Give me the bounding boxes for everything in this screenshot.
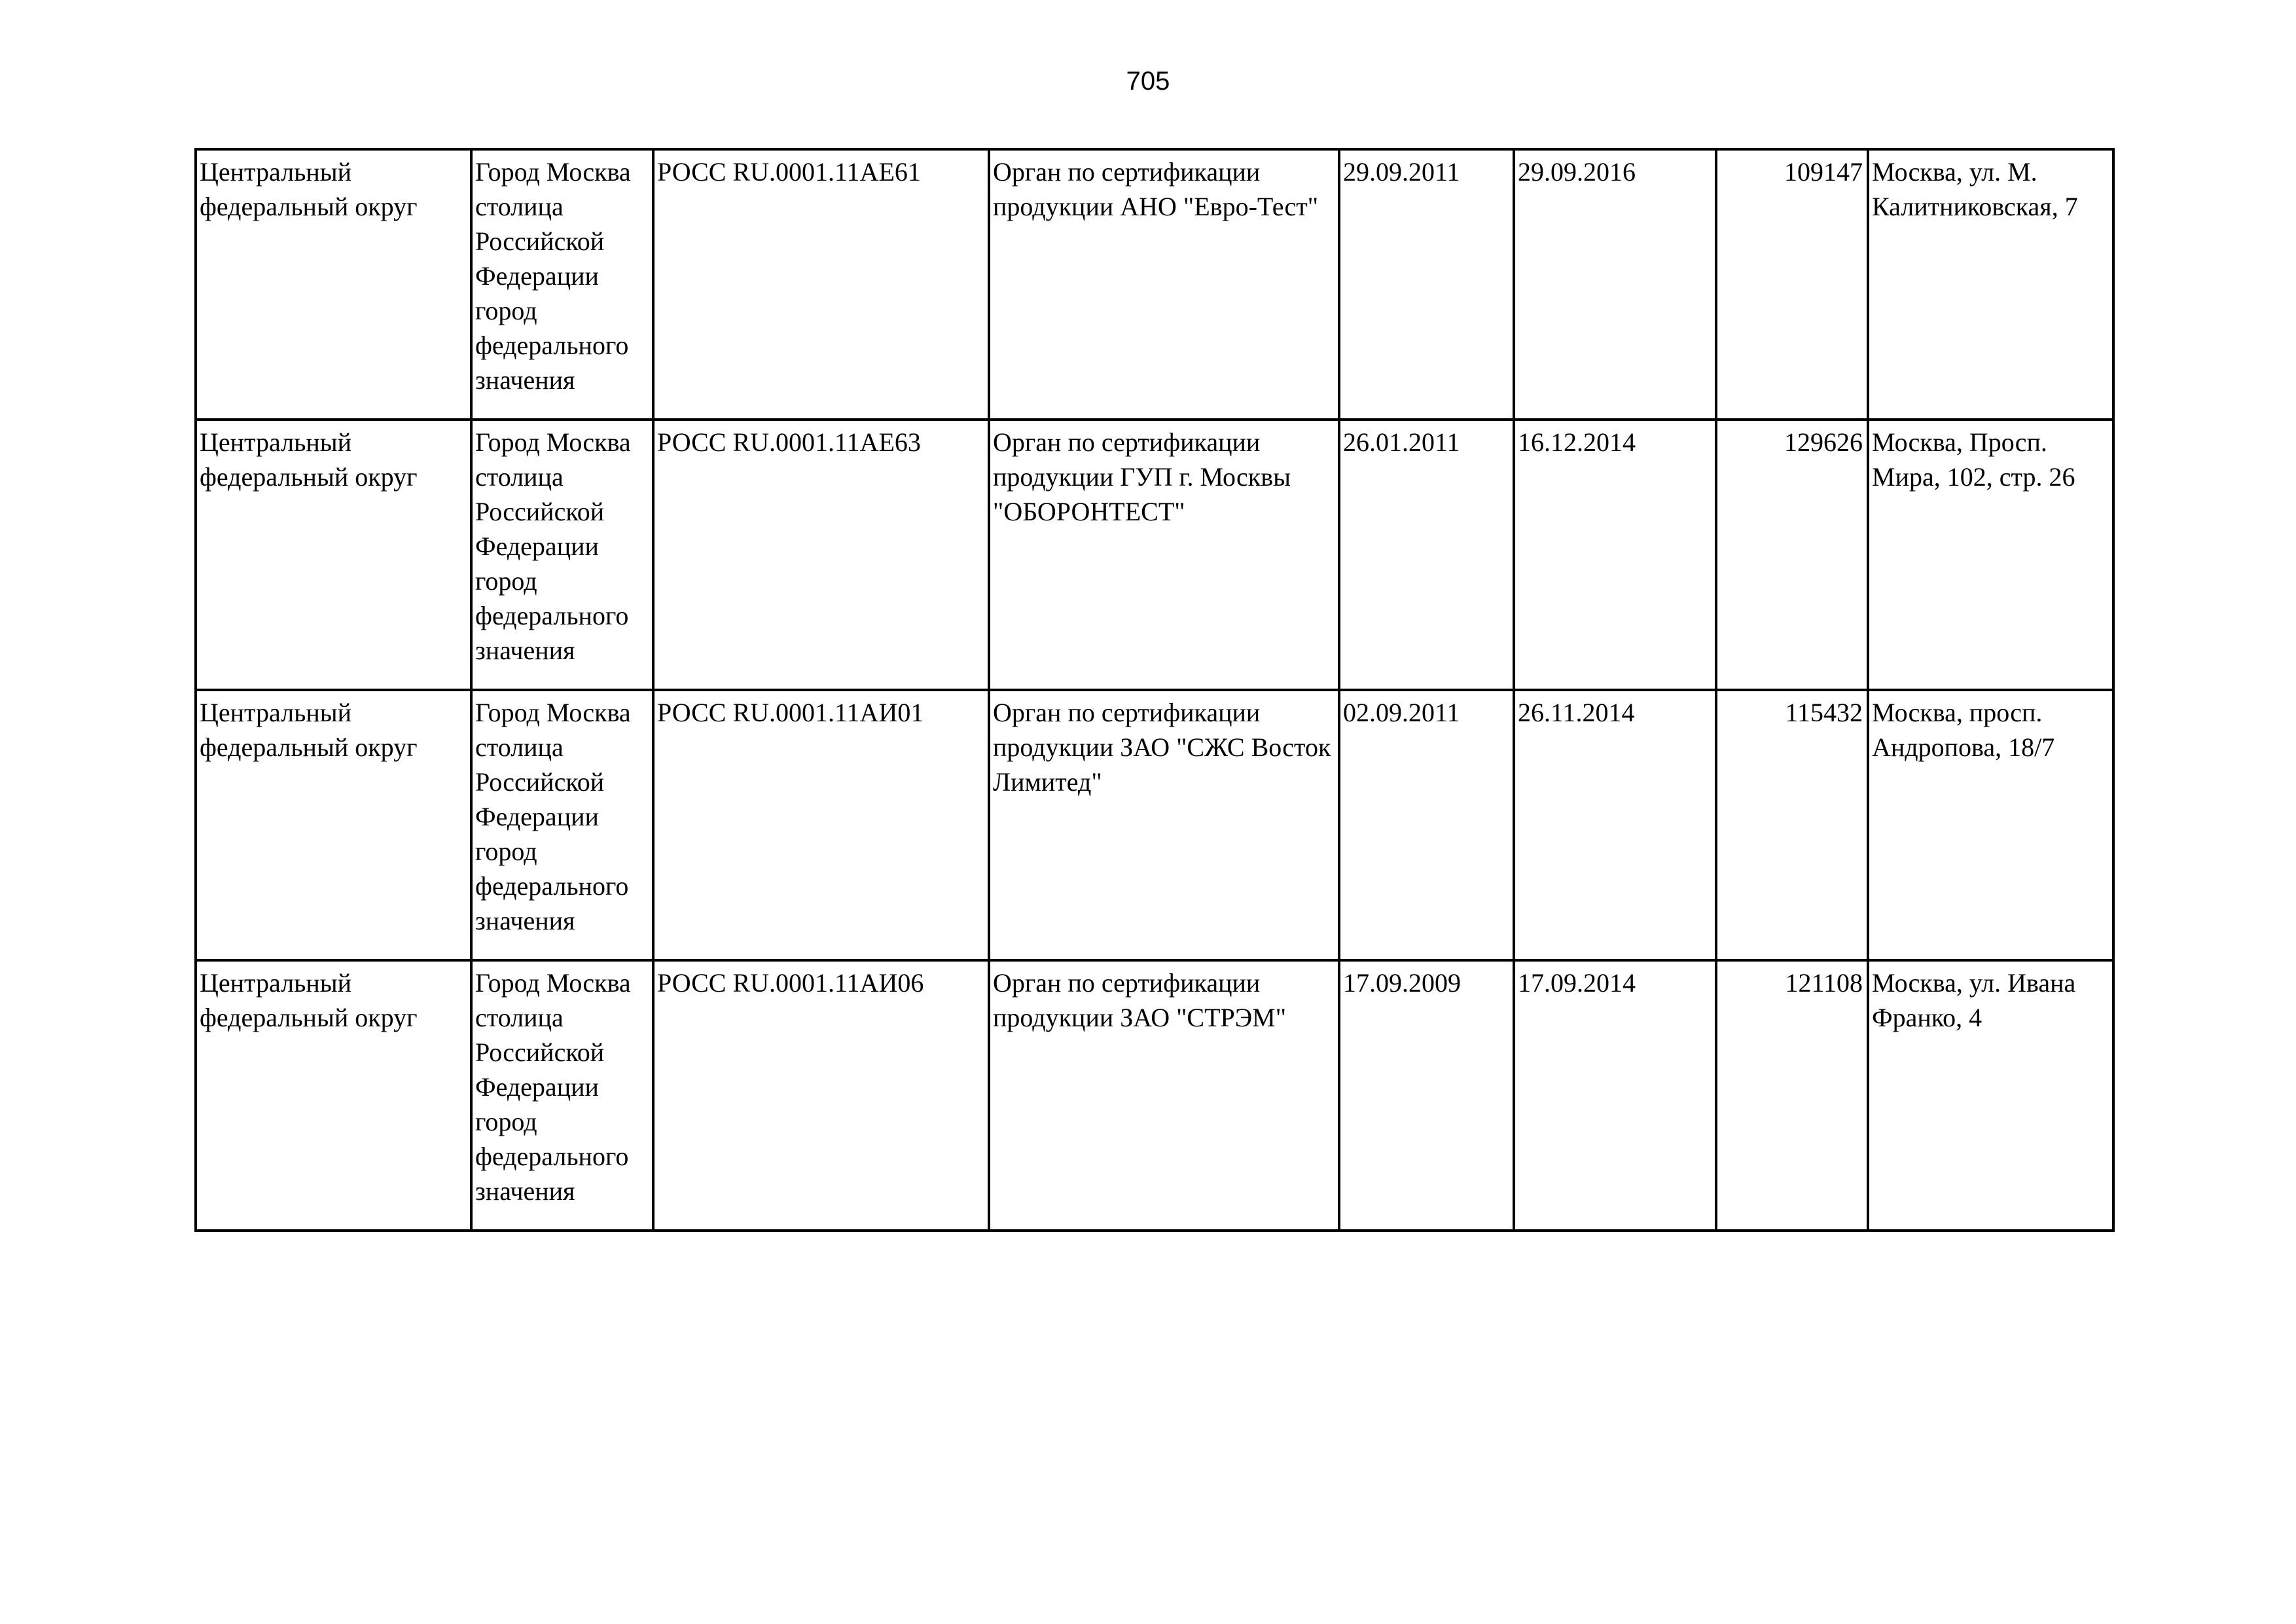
date-from-cell: 02.09.2011 (1339, 690, 1514, 960)
address-cell: Москва, Просп. Мира, 102, стр. 26 (1868, 420, 2113, 690)
address-cell: Москва, ул. Ивана Франко, 4 (1868, 960, 2113, 1231)
table-row (196, 690, 2113, 960)
organization-cell: Орган по сертификации продукции ГУП г. Москвы "ОБОРОНТЕСТ" (989, 420, 1339, 690)
date-from-cell: 29.09.2011 (1339, 149, 1514, 420)
date-from-cell: 26.01.2011 (1339, 420, 1514, 690)
table-row (196, 149, 2113, 420)
date-to-cell: 26.11.2014 (1514, 690, 1716, 960)
postcode-cell: 115432 (1716, 690, 1868, 960)
date-to-cell: 29.09.2016 (1514, 149, 1716, 420)
district-cell: Центральный федеральный округ (196, 690, 471, 960)
organization-cell: Орган по сертификации продукции АНО "Евро-Тест" (989, 149, 1339, 420)
region-cell: Город Москва столица Российской Федерации город федерального значения (471, 420, 653, 690)
date-to-cell: 17.09.2014 (1514, 960, 1716, 1231)
page-number: 705 (1126, 67, 1170, 96)
table-row (196, 960, 2113, 1231)
region-cell: Город Москва столица Российской Федерации город федерального значения (471, 690, 653, 960)
organization-cell: Орган по сертификации продукции ЗАО "СТРЭМ" (989, 960, 1339, 1231)
district-cell: Центральный федеральный округ (196, 149, 471, 420)
date-to-cell: 16.12.2014 (1514, 420, 1716, 690)
date-from-cell: 17.09.2009 (1339, 960, 1514, 1231)
reg-number-cell: РОСС RU.0001.11АИ06 (653, 960, 989, 1231)
postcode-cell: 109147 (1716, 149, 1868, 420)
certification-registry-table (194, 148, 2115, 1232)
region-cell: Город Москва столица Российской Федерации город федерального значения (471, 149, 653, 420)
postcode-cell: 121108 (1716, 960, 1868, 1231)
address-cell: Москва, ул. М. Калитниковская, 7 (1868, 149, 2113, 420)
district-cell: Центральный федеральный округ (196, 960, 471, 1231)
postcode-cell: 129626 (1716, 420, 1868, 690)
district-cell: Центральный федеральный округ (196, 420, 471, 690)
organization-cell: Орган по сертификации продукции ЗАО "СЖС Восток Лимитед" (989, 690, 1339, 960)
reg-number-cell: РОСС RU.0001.11АИ01 (653, 690, 989, 960)
reg-number-cell: РОСС RU.0001.11АЕ61 (653, 149, 989, 420)
region-cell: Город Москва столица Российской Федерации город федерального значения (471, 960, 653, 1231)
address-cell: Москва, просп. Андропова, 18/7 (1868, 690, 2113, 960)
reg-number-cell: РОСС RU.0001.11АЕ63 (653, 420, 989, 690)
table-row (196, 420, 2113, 690)
